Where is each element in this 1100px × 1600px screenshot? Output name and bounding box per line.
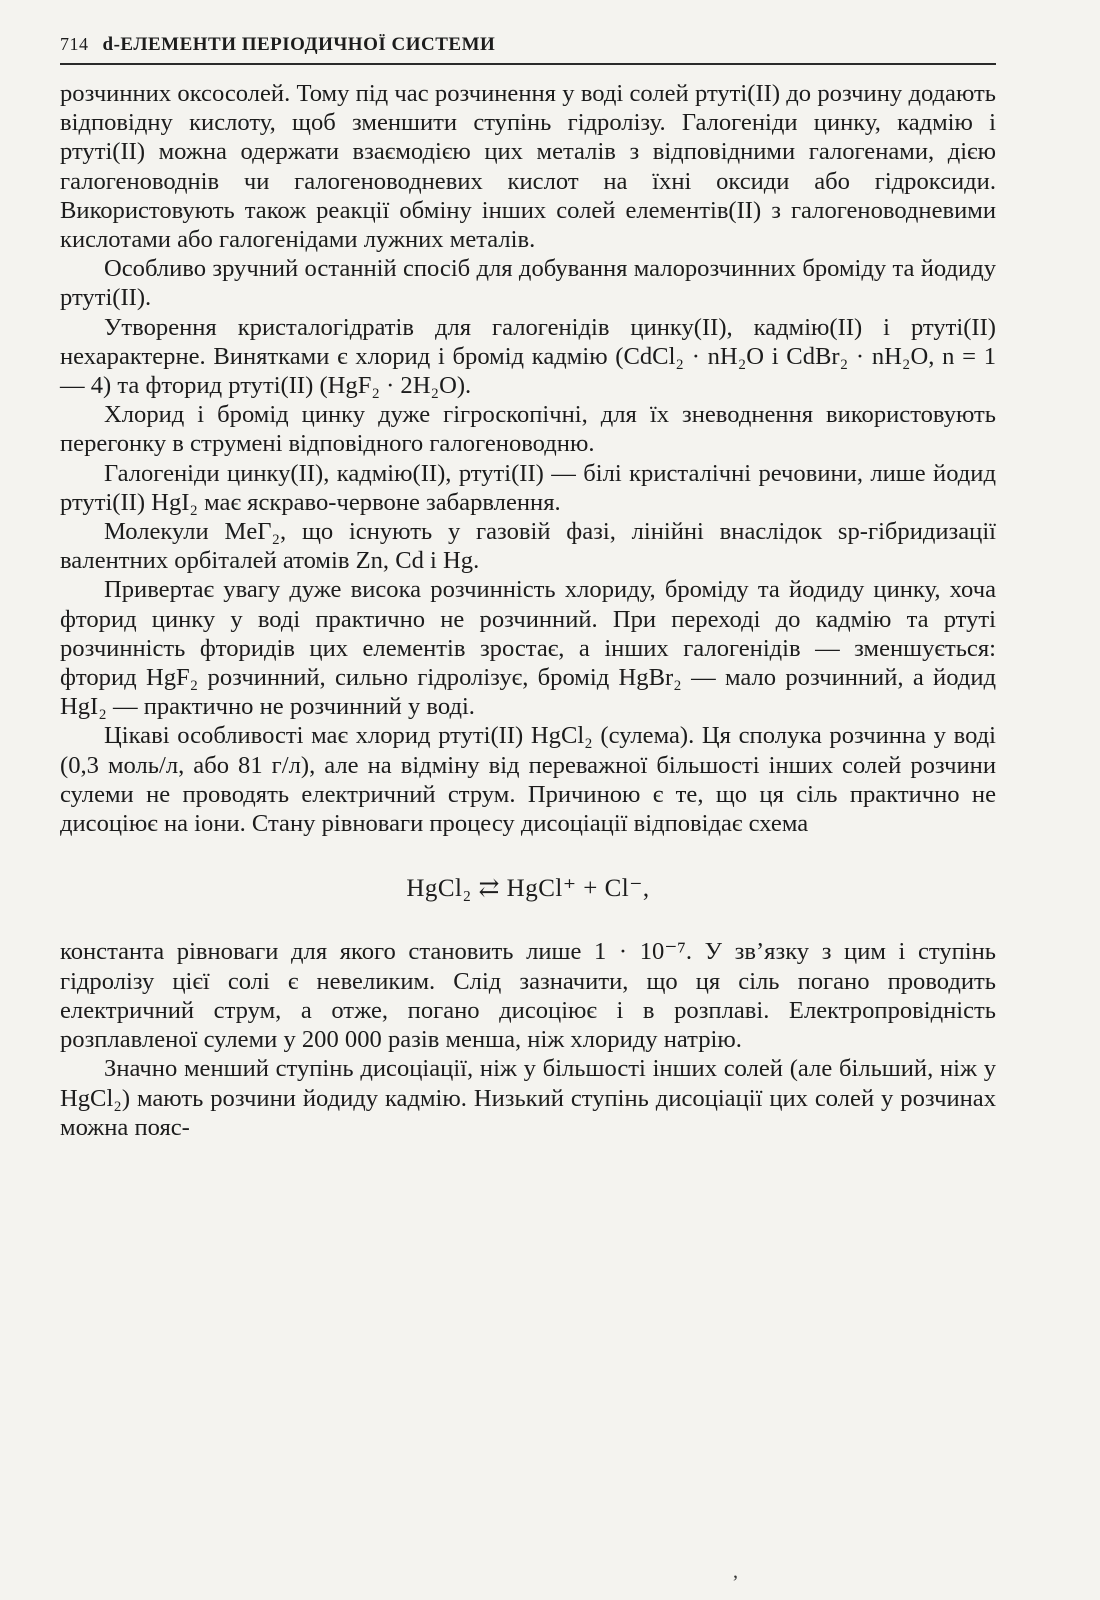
running-title: d-ЕЛЕМЕНТИ ПЕРІОДИЧНОЇ СИСТЕМИ [102, 34, 496, 55]
page [60, 34, 996, 1142]
paragraph: Особливо зручний останній спосіб для добування малорозчинних броміду та йодиду ртуті(II). [60, 255, 996, 312]
paragraph: Молекули MeГ₂, що існують у газовій фазі, лінійні внаслідок sp-гібридизації валентних орбіталей атомів Zn, Cd і Hg. [60, 518, 997, 575]
equilibrium-formula: HgCl₂ ⇄ HgCl⁺ + Cl⁻, [406, 875, 650, 903]
stray-mark: ʼ [732, 1572, 739, 1594]
paragraph: Привертає увагу дуже висока розчинність хлориду, броміду та йодиду цинку, хоча фторид цинку у воді практично не розчинний. При переході до кадмію та ртуті розчинність фторидів цих елементів зростає, а інших галогенідів — зменшується: фторид HgF₂ розчинний, сильно гідролізує, бромід HgBr₂ — мало розчинний, а йодид HgI₂ — практично не розчинний у воді. [60, 576, 996, 721]
running-head [60, 34, 996, 65]
paragraph: Хлорид і бромід цинку дуже гігроскопічні, для їх зневоднення використовують перегонку в струмені відповідного галогеноводню. [60, 401, 996, 458]
paragraph: Цікаві особливості має хлорид ртуті(II) HgCl₂ (сулема). Ця сполука розчинна у воді (0,3 моль/л, або 81 г/л), але на відміну від переважної більшості інших солей розчини сулеми не проводять електричний струм. Причиною є те, що ця сіль практично не дисоціює на іони. Стану рівноваги процесу дисоціації відповідає схема [60, 722, 996, 838]
body-text [60, 79, 996, 1142]
paragraph: Галогеніди цинку(II), кадмію(II), ртуті(II) — білі кристалічні речовини, лише йодид ртуті(II) HgI₂ має яскраво-червоне забарвлення. [60, 459, 996, 516]
paragraph: константа рівноваги для якого становить лише 1 · 10⁻⁷. У зв’язку з цим і ступінь гідролізу цієї солі є невеликим. Слід зазначити, що ця сіль погано проводить електричний струм, а отже, погано дисоціює і в розплаві. Електропровідність розплавленої сулеми у 200 000 разів менша, ніж хлориду натрію. [60, 938, 996, 1054]
paragraph: Утворення кристалогідратів для галогенідів цинку(II), кадмію(II) і ртуті(II) нехарактерне. Винятками є хлорид і бромід кадмію (CdCl₂ · nH₂O і CdBr₂ · nH₂O, n = 1 — 4) та фторид ртуті(II) (HgF₂ · 2H₂O). [60, 313, 996, 400]
paragraph: розчинних оксосолей. Тому під час розчинення у воді солей ртуті(II) до розчину додають відповідну кислоту, щоб зменшити ступінь гідролізу. Галогеніди цинку, кадмію і ртуті(II) можна одержати взаємодією цих металів з відповідними галогенами, дією галогеноводнів чи галогеноводневих кислот на їхні оксиди або гідроксиди. Використовують також реакції обміну інших солей елементів(II) з галогеноводневими кислотами або галогенідами лужних металів. [60, 80, 996, 254]
paragraph: Значно менший ступінь дисоціації, ніж у більшості інших солей (але більший, ніж у HgCl₂) мають розчини йодиду кадмію. Низький ступінь дисоціації цих солей у розчинах можна пояс- [60, 1055, 996, 1141]
page-number: 714 [60, 34, 89, 54]
